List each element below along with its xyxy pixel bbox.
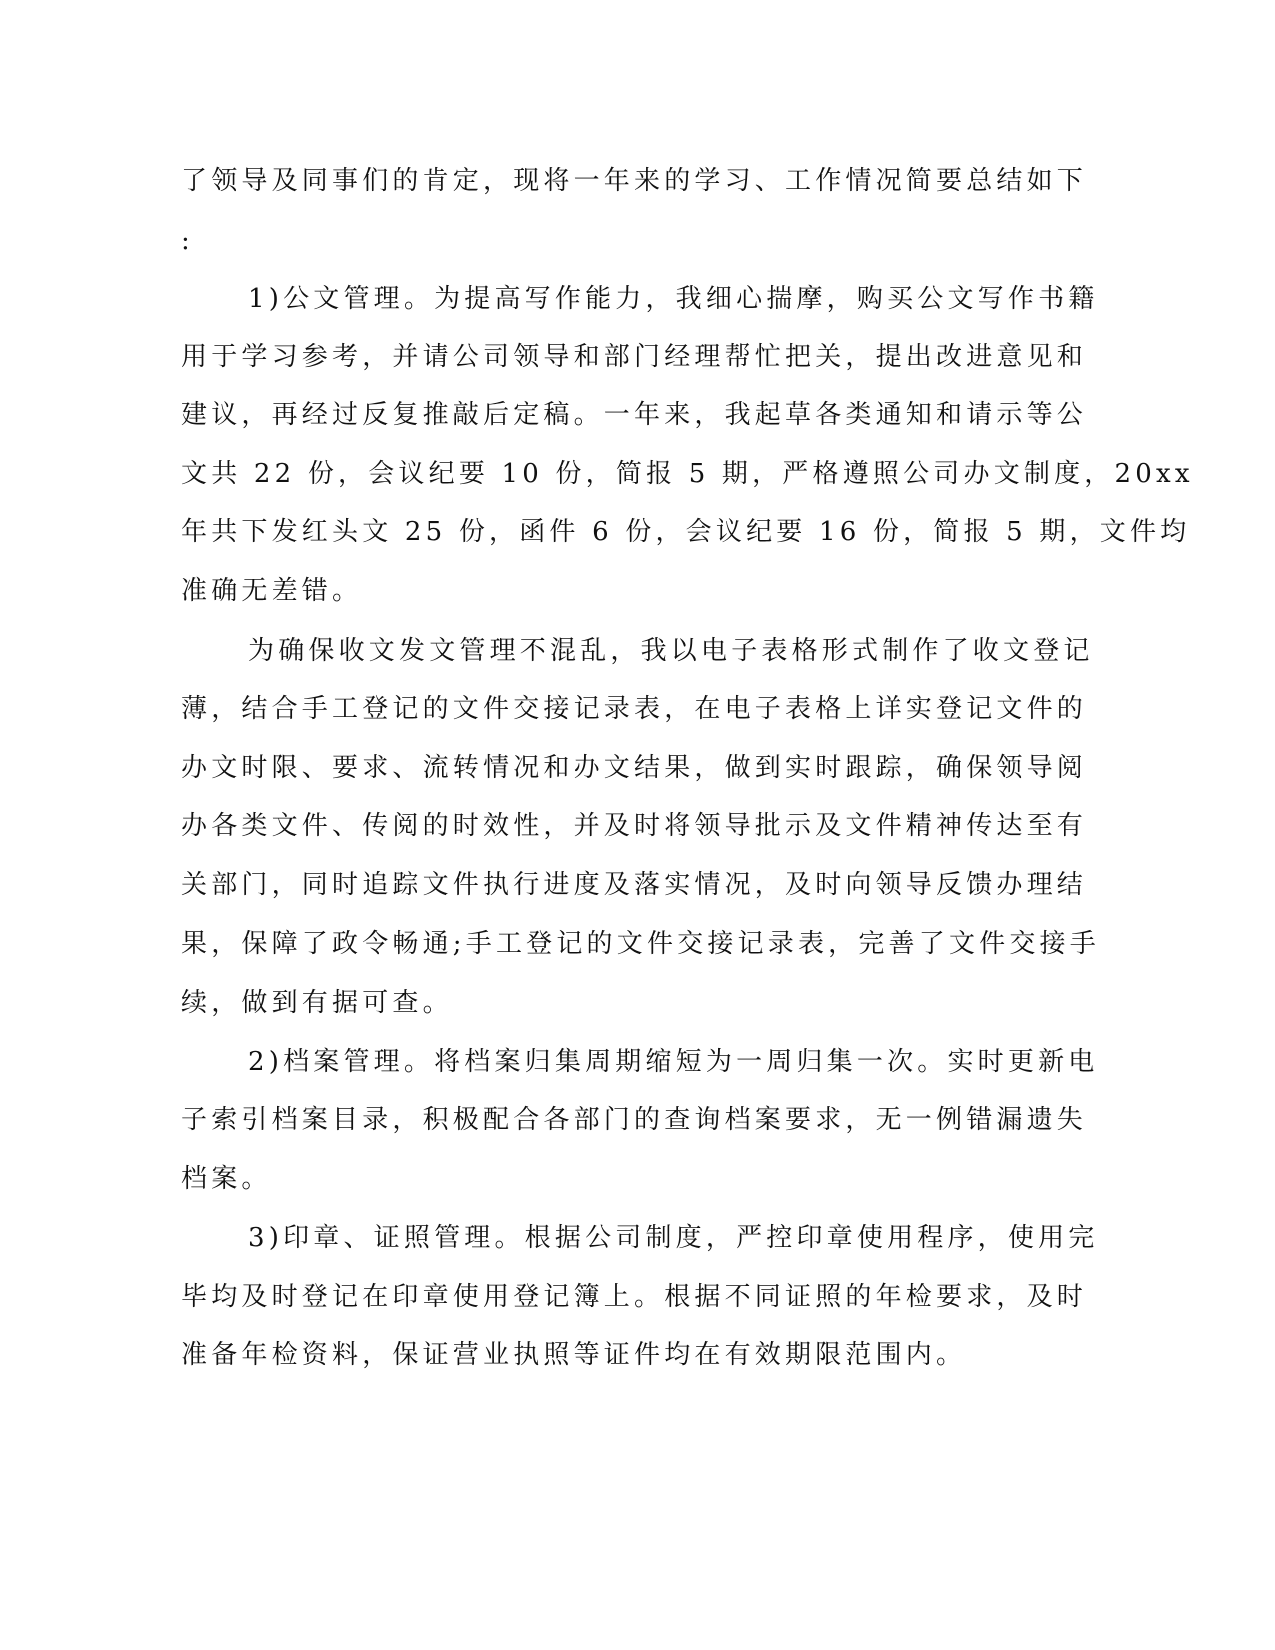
text-line: 办各类文件、传阅的时效性，并及时将领导批示及文件精神传达至有	[181, 811, 1088, 841]
text-line: 为确保收文发文管理不混乱，我以电子表格形式制作了收文登记	[248, 636, 1094, 666]
text-line: 2)档案管理。将档案归集周期缩短为一周归集一次。实时更新电	[248, 1047, 1099, 1077]
text-line: 准备年检资料，保证营业执照等证件均在有效期限范围内。	[181, 1340, 967, 1370]
text-line: 文共 22 份，会议纪要 10 份，简报 5 期，严格遵照公司办文制度，20xx	[181, 459, 1194, 489]
text-line: 毕均及时登记在印章使用登记簿上。根据不同证照的年检要求，及时	[181, 1282, 1088, 1312]
text-line: 1)公文管理。为提高写作能力，我细心揣摩，购买公文写作书籍	[248, 284, 1099, 314]
text-line: 薄，结合手工登记的文件交接记录表，在电子表格上详实登记文件的	[181, 694, 1088, 724]
text-line: 用于学习参考，并请公司领导和部门经理帮忙把关，提出改进意见和	[181, 342, 1088, 372]
text-line: 准确无差错。	[181, 576, 363, 606]
text-line: 果，保障了政令畅通;手工登记的文件交接记录表，完善了文件交接手	[181, 929, 1100, 959]
text-line: 关部门，同时追踪文件执行进度及落实情况，及时向领导反馈办理结	[181, 870, 1088, 900]
text-line: 档案。	[181, 1164, 272, 1194]
text-line: 子索引档案目录，积极配合各部门的查询档案要求，无一例错漏遗失	[181, 1105, 1088, 1135]
text-line: 续，做到有据可查。	[181, 988, 453, 1018]
text-line: 建议，再经过反复推敲后定稿。一年来，我起草各类通知和请示等公	[181, 400, 1088, 430]
text-line: :	[181, 226, 194, 256]
text-line: 3)印章、证照管理。根据公司制度，严控印章使用程序，使用完	[248, 1223, 1099, 1253]
text-line: 了领导及同事们的肯定，现将一年来的学习、工作情况简要总结如下	[181, 166, 1088, 196]
text-line: 办文时限、要求、流转情况和办文结果，做到实时跟踪，确保领导阅	[181, 753, 1088, 783]
text-line: 年共下发红头文 25 份，函件 6 份，会议纪要 16 份，简报 5 期，文件均	[181, 517, 1191, 547]
